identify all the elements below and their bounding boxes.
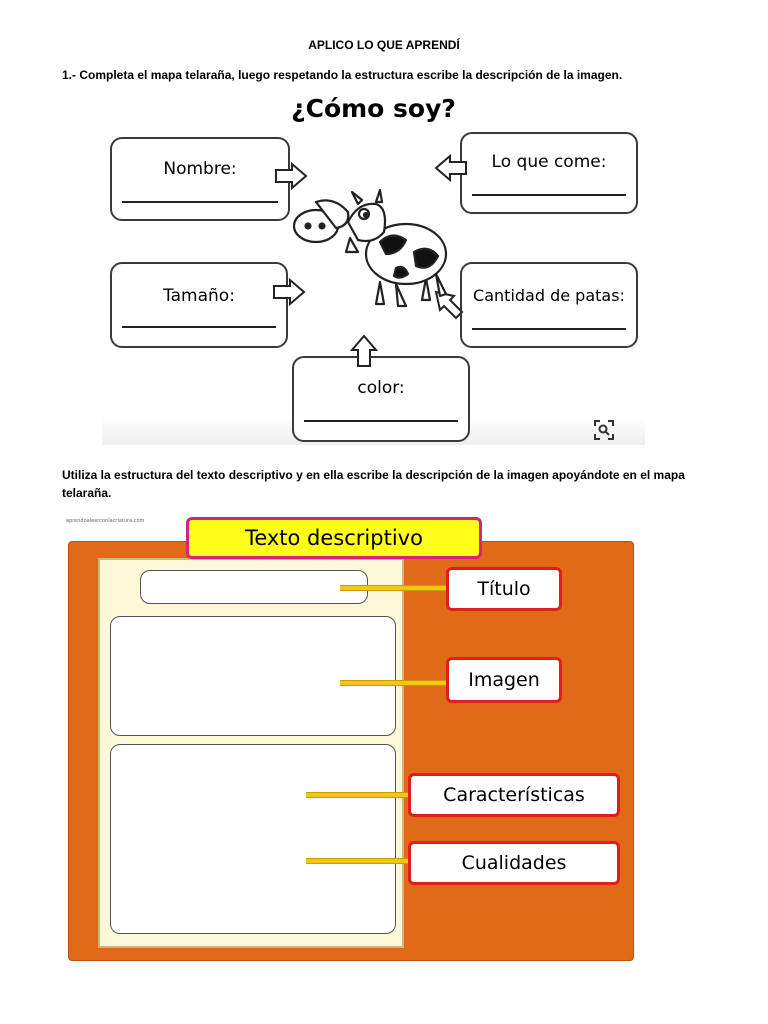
- image-search-icon[interactable]: [593, 419, 615, 441]
- image-caption: aprendoaleerconlacriatura.com: [66, 518, 145, 524]
- instruction-2: Utiliza la estructura del texto descriptivo y en ella escribe la descripción de la imagen apoyándote en el mapa telaraña.: [62, 468, 685, 500]
- card-legs-line: [472, 328, 626, 330]
- tag-qualities: Cualidades: [408, 841, 620, 885]
- card-size: [110, 262, 288, 348]
- card-food-label: Lo que come:: [491, 152, 607, 172]
- web-map-image: [102, 90, 645, 445]
- web-map-heading: ¿Cómo soy?: [291, 94, 456, 123]
- card-legs: [460, 262, 638, 348]
- card-color-label: color:: [357, 378, 405, 398]
- card-name-label: Nombre:: [163, 159, 237, 179]
- tag-title: Título: [446, 567, 562, 611]
- descriptive-structure-image: [66, 515, 634, 961]
- connector-features: [306, 792, 410, 798]
- image-slot: [110, 616, 396, 736]
- arrow-left-icon: [434, 154, 468, 182]
- card-name: [110, 137, 290, 221]
- card-size-label: Tamaño:: [163, 286, 235, 306]
- title-slot: [140, 570, 368, 604]
- cream-page: [98, 558, 404, 948]
- connector-qualities: [306, 858, 410, 864]
- card-legs-label: Cantidad de patas:: [473, 286, 625, 305]
- tag-image: Imagen: [446, 657, 562, 703]
- card-color: [292, 356, 470, 442]
- banner-texto-descriptivo: Texto descriptivo: [186, 517, 482, 559]
- tag-features: Características: [408, 773, 620, 817]
- arrow-up-icon: [350, 334, 378, 368]
- document-title: APLICO LO QUE APRENDÍ: [308, 38, 460, 52]
- connector-image: [340, 680, 446, 686]
- cow-illustration-icon: [288, 182, 448, 312]
- text-slot: [110, 744, 396, 934]
- instruction-1: 1.- Completa el mapa telaraña, luego respetando la estructura escribe la descripción de la imagen.: [62, 68, 623, 82]
- card-name-line: [122, 201, 278, 203]
- connector-title: [340, 585, 446, 591]
- card-food-line: [472, 194, 626, 196]
- card-size-line: [122, 326, 276, 328]
- card-color-line: [304, 420, 458, 422]
- card-food: [460, 132, 638, 214]
